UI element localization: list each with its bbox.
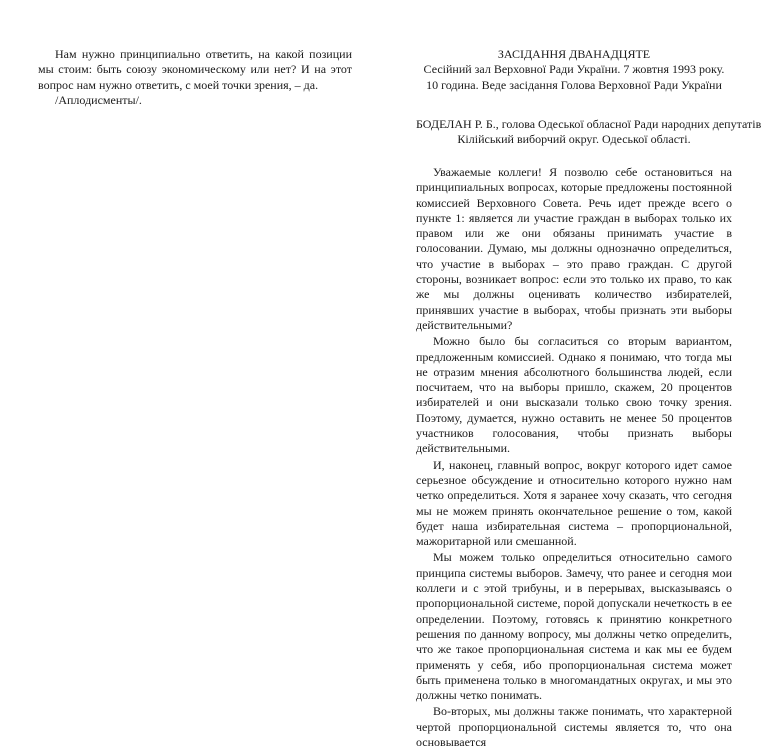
speech-body (416, 165, 732, 751)
speaker-name-position: БОДЕЛАН Р. Б., голова Одеської обласної Ради народних депутатів (416, 117, 762, 131)
speech-paragraph-5: Во-вторых, мы должны также понимать, что характерной чертой пропорциональной системы является то, что она основывается (416, 704, 732, 749)
left-page-text (38, 47, 352, 108)
left-paragraph-1: Нам нужно принципиально ответить, на какой позиции мы стоим: быть союзу экономическому или нет? И на этот вопрос нам нужно ответить, с моей точки зрения, – да. (38, 47, 352, 92)
speaker-constituency: Кілійський виборчий округ. Одеської області. (457, 132, 691, 147)
session-title: ЗАСІДАННЯ ДВАНАДЦЯТЕ (497, 47, 651, 61)
speech-paragraph-1: Уважаемые коллеги! Я позволю себе остановиться на принципиальных вопросах, которые предложены постоянной комиссией Верховного Совета. Речь идет прежде всего о пункте 1: является ли участие граждан в выборах только их правом или же они обязаны принимать участие в голосовании. Думаю, мы должны однозначно определиться, что участие в выборах – это право граждан. С другой стороны, возникает вопрос: если это только их право, то как же мы должны оценивать количество избирателей, принявших участие в выборах, чтобы признать эти выборы действительными? (416, 165, 732, 332)
speech-paragraph-3: И, наконец, главный вопрос, вокруг которого идет самое серьезное обсуждение и относительно которого нужно нам четко определиться. Хотя я заранее хочу сказать, что сегодня мы не можем принять окончательное решение о том, какой будет наша избирательная система – пропорциональной, мажоритарной или смешанной. (416, 457, 732, 549)
session-time-chair: 10 година. Веде засідання Голова Верховної Ради України (426, 77, 722, 92)
left-paragraph-2: /Аплодисменты/. (55, 92, 142, 107)
session-location-date: Сесійний зал Верховної Ради України. 7 жовтня 1993 року. (423, 62, 725, 77)
speaker-attribution (416, 117, 762, 148)
speech-paragraph-2: Можно было бы согласиться со вторым вариантом, предложенным комиссией. Однако я понимаю, что тогда мы не отразим мнения абсолютного большинства людей, если посчитаем, что на выборы пришло, скажем, 20 процентов избирателей и они высказали только свою точку зрения. Поэтому, думается, нужно оставить не менее 50 процентов участников голосования, чтобы признать выборы действительными. (416, 334, 732, 456)
speech-paragraph-4: Мы можем только определиться относительно самого принципа системы выборов. Замечу, что ранее и сегодня мои коллеги и с этой трибуны, и в перерывах, высказываясь о пропорциональной системе, порой допускали нечеткость в ее определении. Поэтому, готовясь к принятию конкретного решения по данному вопросу, мы должны четко определить, что же такое пропорциональная система и как мы ее будем применять у себя, ибо пропорциональная система может быть применена только в многомандатных округах, и мы это должны четко понимать. (416, 550, 732, 703)
session-heading (416, 47, 732, 93)
